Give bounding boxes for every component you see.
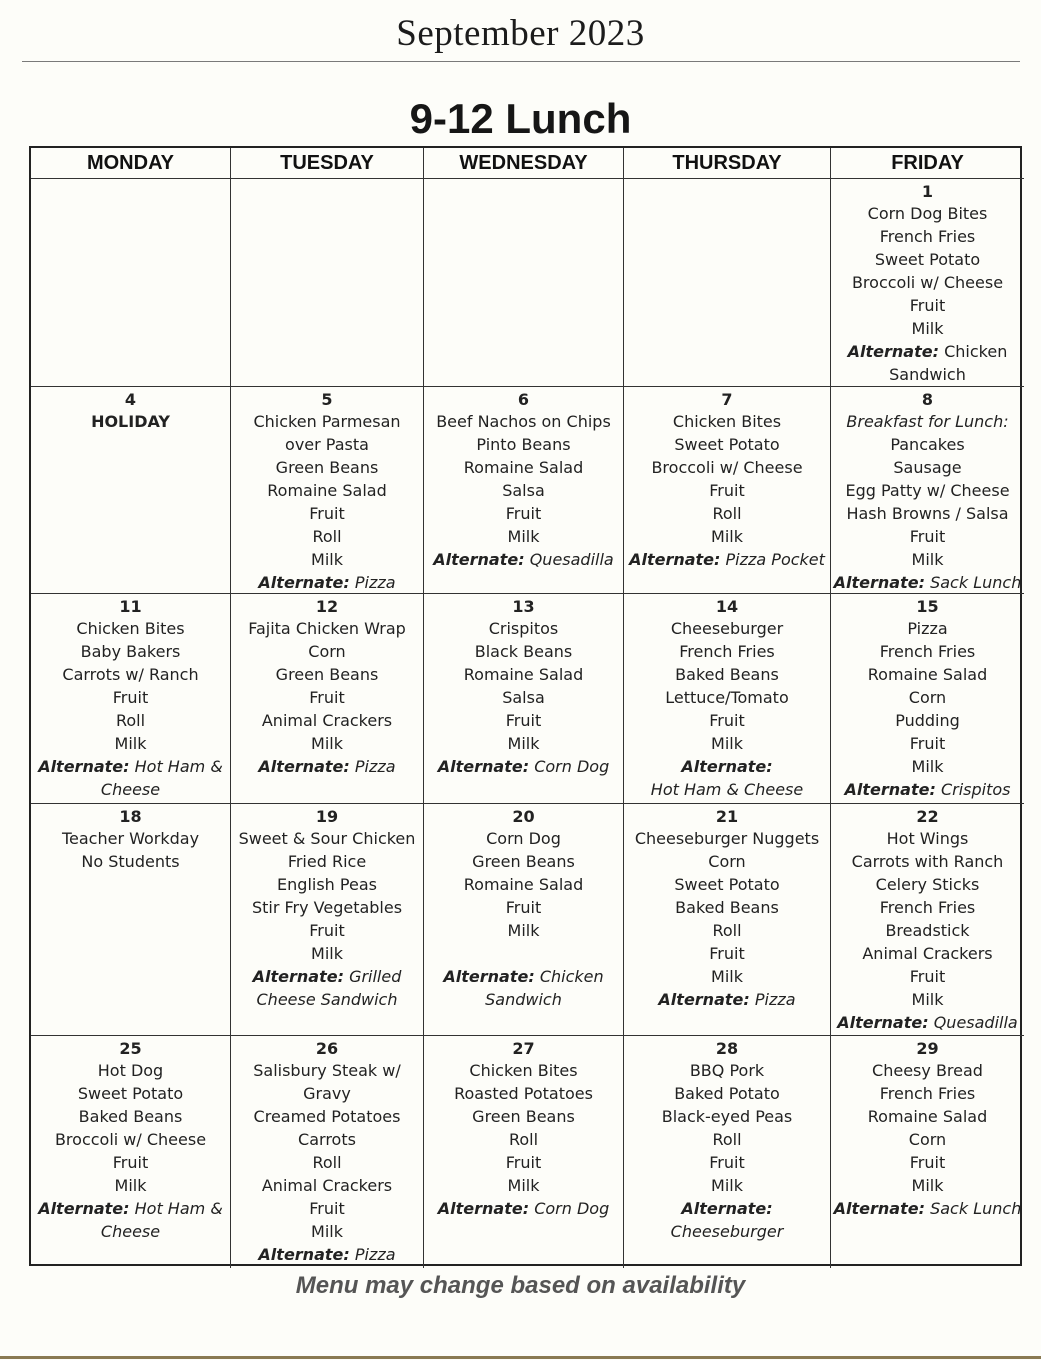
date-number: 15 xyxy=(916,597,939,616)
alternate-line xyxy=(31,755,230,778)
menu-item: Salsa xyxy=(502,688,545,707)
alternate-line xyxy=(831,571,1024,594)
menu-item: Hot Wings xyxy=(886,829,969,848)
alternate-line xyxy=(231,571,423,594)
menu-item: Black Beans xyxy=(474,642,573,661)
menu-item: Carrots with Ranch xyxy=(851,852,1004,871)
alternate-line xyxy=(624,1197,830,1220)
alternate-label: Alternate: xyxy=(38,1199,130,1218)
date-number: 27 xyxy=(512,1039,535,1058)
alternate-item: Sack Lunch xyxy=(930,573,1022,592)
menu-item: Milk xyxy=(711,734,743,753)
menu-item: Fruit xyxy=(505,504,542,523)
menu-item: Corn xyxy=(708,852,746,871)
alternate-label: Alternate: xyxy=(629,550,721,569)
alternate-line xyxy=(831,340,1024,363)
day-header-thursday: THURSDAY xyxy=(624,148,831,179)
menu-item: Carrots xyxy=(298,1130,356,1149)
day-cell-friday xyxy=(831,179,1024,387)
menu-item: Sausage xyxy=(893,458,962,477)
menu-item: Milk xyxy=(114,1176,147,1195)
menu-item: Cheeseburger Nuggets xyxy=(634,829,820,848)
alternate-item: Pizza xyxy=(354,757,396,776)
menu-item: Fruit xyxy=(909,527,946,546)
day-header-friday: FRIDAY xyxy=(831,148,1024,179)
day-cell-monday xyxy=(31,387,231,594)
menu-item: Milk xyxy=(711,1176,743,1195)
menu-item: No Students xyxy=(81,852,180,871)
day-cell-monday xyxy=(31,804,231,1036)
menu-item: Romaine Salad xyxy=(867,1107,988,1126)
alternate-line xyxy=(424,755,623,778)
menu-item: Roll xyxy=(712,504,742,523)
menu-item: Animal Crackers xyxy=(261,711,393,730)
menu-item: Roll xyxy=(115,711,146,730)
menu-item: Pinto Beans xyxy=(476,435,571,454)
menu-item: Pudding xyxy=(895,711,960,730)
day-cell-thursday xyxy=(624,1036,831,1268)
day-cell-thursday xyxy=(624,594,831,804)
menu-item: Hot Dog xyxy=(97,1061,164,1080)
alternate-item-continued: Sandwich xyxy=(485,990,562,1009)
menu-item: Milk xyxy=(911,1176,944,1195)
menu-item: Green Beans xyxy=(472,1107,575,1126)
alternate-line xyxy=(624,988,830,1011)
menu-theme: Breakfast for Lunch: xyxy=(846,412,1009,431)
menu-item: Carrots w/ Ranch xyxy=(62,665,199,684)
menu-item: Chicken Bites xyxy=(672,412,782,431)
day-cell-wednesday xyxy=(424,804,624,1036)
alternate-label: Alternate: xyxy=(658,990,750,1009)
date-number: 6 xyxy=(517,390,530,409)
alternate-item: Pizza xyxy=(754,990,796,1009)
alternate-item-continued: Cheese Sandwich xyxy=(256,990,398,1009)
date-number: 12 xyxy=(315,597,339,616)
menu-item: Sweet & Sour Chicken xyxy=(238,829,416,848)
menu-title: 9-12 Lunch xyxy=(409,95,632,142)
menu-item: Milk xyxy=(311,550,343,569)
alternate-line xyxy=(624,548,830,571)
alternate-item: Corn Dog xyxy=(534,1199,610,1218)
menu-item: BBQ Pork xyxy=(689,1061,765,1080)
alternate-label: Alternate: xyxy=(38,757,130,776)
day-cell-friday xyxy=(831,594,1024,804)
lunch-menu-calendar xyxy=(29,146,1022,1266)
alternate-line xyxy=(231,1243,423,1266)
menu-item: Fried Rice xyxy=(287,852,367,871)
spacer xyxy=(424,942,623,965)
menu-item: Roll xyxy=(312,527,342,546)
menu-item: Fruit xyxy=(309,504,345,523)
date-number: 28 xyxy=(715,1039,739,1058)
menu-item: Animal Crackers xyxy=(862,944,993,963)
menu-item: Milk xyxy=(507,1176,540,1195)
menu-item: Roll xyxy=(712,1130,742,1149)
alternate-line xyxy=(31,1197,230,1220)
day-cell-friday xyxy=(831,804,1024,1036)
day-cell-tuesday xyxy=(231,387,424,594)
menu-item: Cheeseburger xyxy=(670,619,784,638)
menu-item: Creamed Potatoes xyxy=(253,1107,401,1126)
alternate-label: Alternate: xyxy=(258,757,350,776)
menu-item: Milk xyxy=(911,550,944,569)
menu-item: Sweet Potato xyxy=(674,435,780,454)
menu-item: Fruit xyxy=(709,481,745,500)
menu-item: Fruit xyxy=(909,967,946,986)
alternate-line xyxy=(831,1197,1024,1220)
menu-item: Fruit xyxy=(309,921,345,940)
menu-item: Crispitos xyxy=(488,619,559,638)
alternate-item: Quesadilla xyxy=(933,1013,1018,1032)
menu-item: Stir Fry Vegetables xyxy=(251,898,403,917)
menu-item: English Peas xyxy=(277,875,377,894)
day-cell-wednesday xyxy=(424,179,624,387)
holiday-label: HOLIDAY xyxy=(91,412,170,431)
date-number: 18 xyxy=(119,807,142,826)
alternate-line xyxy=(424,1197,623,1220)
date-number: 21 xyxy=(715,807,739,826)
alternate-label: Alternate: xyxy=(833,573,925,592)
menu-item: Romaine Salad xyxy=(267,481,387,500)
date-number: 19 xyxy=(315,807,339,826)
menu-item: Green Beans xyxy=(275,458,379,477)
menu-item: Pizza xyxy=(907,619,948,638)
day-cell-monday xyxy=(31,594,231,804)
menu-item: Chicken Bites xyxy=(76,619,185,638)
menu-item: Milk xyxy=(711,967,743,986)
menu-item: Milk xyxy=(507,527,540,546)
alternate-label: Alternate: xyxy=(847,342,939,361)
alternate-label: Alternate: xyxy=(837,1013,929,1032)
menu-item: Fruit xyxy=(709,944,745,963)
menu-item: Chicken Parmesan xyxy=(253,412,401,431)
alternate-item-continued: Cheeseburger xyxy=(670,1222,784,1241)
menu-item: French Fries xyxy=(879,642,976,661)
date-number: 14 xyxy=(715,597,739,616)
alternate-label: Alternate: xyxy=(437,757,530,776)
day-cell-tuesday xyxy=(231,804,424,1036)
alternate-item-continued: Cheese xyxy=(100,1222,161,1241)
alternate-item: Crispitos xyxy=(940,780,1011,799)
menu-item: Green Beans xyxy=(472,852,575,871)
menu-item: Fruit xyxy=(505,711,542,730)
day-cell-monday xyxy=(31,179,231,387)
date-number: 29 xyxy=(916,1039,939,1058)
date-number: 1 xyxy=(921,182,934,201)
alternate-line xyxy=(424,965,623,988)
alternate-item-continued: Sandwich xyxy=(889,365,966,384)
alternate-line xyxy=(831,1011,1024,1034)
menu-item: Romaine Salad xyxy=(463,665,584,684)
date-number: 20 xyxy=(512,807,535,826)
alternate-line xyxy=(831,778,1024,801)
menu-item: Breadstick xyxy=(885,921,970,940)
alternate-item: Quesadilla xyxy=(529,550,614,569)
menu-item: Sweet Potato xyxy=(874,250,981,269)
menu-item: Sweet Potato xyxy=(77,1084,184,1103)
menu-item: Salisbury Steak w/ xyxy=(253,1061,401,1080)
menu-item: Teacher Workday xyxy=(61,829,200,848)
menu-item: Milk xyxy=(311,944,343,963)
date-number: 7 xyxy=(721,390,733,409)
alternate-line xyxy=(424,548,623,571)
menu-item: Roasted Potatoes xyxy=(454,1084,593,1103)
menu-item: Baked Beans xyxy=(675,665,779,684)
menu-item: Green Beans xyxy=(275,665,379,684)
menu-item: Fruit xyxy=(309,688,345,707)
menu-item: Roll xyxy=(712,921,742,940)
date-number: 4 xyxy=(124,390,137,409)
alternate-item: Pizza xyxy=(354,1245,396,1264)
alternate-item: Sack Lunch xyxy=(930,1199,1022,1218)
alternate-line xyxy=(231,965,423,988)
day-cell-thursday xyxy=(624,387,831,594)
menu-item: Chicken Bites xyxy=(469,1061,578,1080)
alternate-item-continued: Hot Ham & Cheese xyxy=(650,780,804,799)
menu-item: Fruit xyxy=(112,1153,149,1172)
menu-item: Milk xyxy=(711,527,743,546)
day-cell-friday xyxy=(831,1036,1024,1268)
menu-item: Baked Potato xyxy=(674,1084,780,1103)
menu-item: Baked Beans xyxy=(675,898,779,917)
header-divider xyxy=(22,61,1020,62)
menu-item: Milk xyxy=(311,734,343,753)
alternate-label: Alternate: xyxy=(252,967,344,986)
menu-item: Broccoli w/ Cheese xyxy=(651,458,803,477)
menu-item: Milk xyxy=(311,1222,343,1241)
menu-item: Corn Dog xyxy=(486,829,561,848)
menu-item: Milk xyxy=(507,734,540,753)
menu-item: Pancakes xyxy=(890,435,965,454)
menu-item: Broccoli w/ Cheese xyxy=(54,1130,207,1149)
day-cell-wednesday xyxy=(424,387,624,594)
date-number: 25 xyxy=(119,1039,142,1058)
menu-item: French Fries xyxy=(879,227,976,246)
day-cell-tuesday xyxy=(231,594,424,804)
day-cell-tuesday xyxy=(231,179,424,387)
menu-item: Celery Sticks xyxy=(875,875,980,894)
menu-item: Beef Nachos on Chips xyxy=(436,412,611,431)
alternate-label: Alternate: xyxy=(258,573,350,592)
menu-item: French Fries xyxy=(879,898,976,917)
menu-item: Milk xyxy=(911,990,944,1009)
day-header-tuesday: TUESDAY xyxy=(231,148,424,179)
menu-item: Milk xyxy=(114,734,147,753)
menu-item: Roll xyxy=(312,1153,342,1172)
alternate-item: Pizza xyxy=(354,573,396,592)
date-number: 22 xyxy=(916,807,939,826)
menu-item: Milk xyxy=(911,319,944,338)
alternate-item: Grilled xyxy=(349,967,402,986)
menu-item: Cheesy Bread xyxy=(872,1061,983,1080)
day-cell-thursday xyxy=(624,804,831,1036)
alternate-label: Alternate: xyxy=(833,1199,925,1218)
alternate-item: Pizza Pocket xyxy=(725,550,825,569)
menu-item: French Fries xyxy=(879,1084,976,1103)
menu-item: Roll xyxy=(508,1130,539,1149)
alternate-item: Corn Dog xyxy=(534,757,610,776)
date-number: 8 xyxy=(921,390,934,409)
alternate-item-continued: Cheese xyxy=(100,780,161,799)
alternate-item: Chicken xyxy=(539,967,604,986)
menu-item: Fruit xyxy=(505,1153,542,1172)
menu-item: Animal Crackers xyxy=(261,1176,393,1195)
calendar-month-heading: September 2023 xyxy=(396,13,645,54)
menu-item: Fruit xyxy=(112,688,149,707)
menu-item: Milk xyxy=(507,921,540,940)
menu-item: Corn xyxy=(308,642,346,661)
menu-item: Egg Patty w/ Cheese xyxy=(845,481,1010,500)
menu-item: Fajita Chicken Wrap xyxy=(248,619,406,638)
day-cell-wednesday xyxy=(424,1036,624,1268)
menu-item: Broccoli w/ Cheese xyxy=(851,273,1004,292)
alternate-item: Hot Ham & xyxy=(134,757,223,776)
menu-item: Corn xyxy=(908,688,947,707)
bottom-border xyxy=(0,1356,1041,1359)
day-cell-tuesday xyxy=(231,1036,424,1268)
alternate-item: Hot Ham & xyxy=(134,1199,223,1218)
alternate-label: Alternate: xyxy=(844,780,936,799)
date-number: 26 xyxy=(315,1039,339,1058)
day-cell-wednesday xyxy=(424,594,624,804)
menu-item: Romaine Salad xyxy=(463,458,584,477)
alternate-label: Alternate: xyxy=(681,757,773,776)
menu-item: Milk xyxy=(911,757,944,776)
alternate-label: Alternate: xyxy=(437,1199,530,1218)
menu-item: Black-eyed Peas xyxy=(661,1107,793,1126)
alternate-item: Chicken xyxy=(944,342,1008,361)
date-number: 11 xyxy=(119,597,142,616)
menu-item: Fruit xyxy=(909,1153,946,1172)
alternate-label: Alternate: xyxy=(443,967,535,986)
menu-item: Gravy xyxy=(303,1084,351,1103)
alternate-line xyxy=(231,755,423,778)
menu-item: Fruit xyxy=(709,1153,745,1172)
day-cell-friday xyxy=(831,387,1024,594)
menu-item: Fruit xyxy=(505,898,542,917)
menu-item: Baby Bakers xyxy=(80,642,181,661)
availability-note: Menu may change based on availability xyxy=(295,1272,746,1299)
menu-item: Fruit xyxy=(309,1199,345,1218)
day-header-wednesday: WEDNESDAY xyxy=(424,148,624,179)
menu-item: Corn xyxy=(908,1130,947,1149)
alternate-label: Alternate: xyxy=(681,1199,773,1218)
alternate-label: Alternate: xyxy=(433,550,525,569)
menu-item: Fruit xyxy=(709,711,745,730)
menu-item: Romaine Salad xyxy=(463,875,584,894)
day-header-monday: MONDAY xyxy=(31,148,231,179)
menu-item: Hash Browns / Salsa xyxy=(846,504,1009,523)
alternate-label: Alternate: xyxy=(258,1245,350,1264)
alternate-line xyxy=(624,755,830,778)
menu-item: Baked Beans xyxy=(78,1107,183,1126)
menu-item: Romaine Salad xyxy=(867,665,988,684)
day-cell-thursday xyxy=(624,179,831,387)
menu-item: Lettuce/Tomato xyxy=(665,688,789,707)
date-number: 13 xyxy=(512,597,535,616)
day-cell-monday xyxy=(31,1036,231,1268)
menu-item: Corn Dog Bites xyxy=(867,204,988,223)
menu-item: French Fries xyxy=(679,642,775,661)
menu-item: Fruit xyxy=(909,296,946,315)
menu-item: over Pasta xyxy=(285,435,369,454)
menu-item: Sweet Potato xyxy=(674,875,780,894)
menu-item: Salsa xyxy=(502,481,545,500)
menu-item: Fruit xyxy=(909,734,946,753)
date-number: 5 xyxy=(321,390,333,409)
